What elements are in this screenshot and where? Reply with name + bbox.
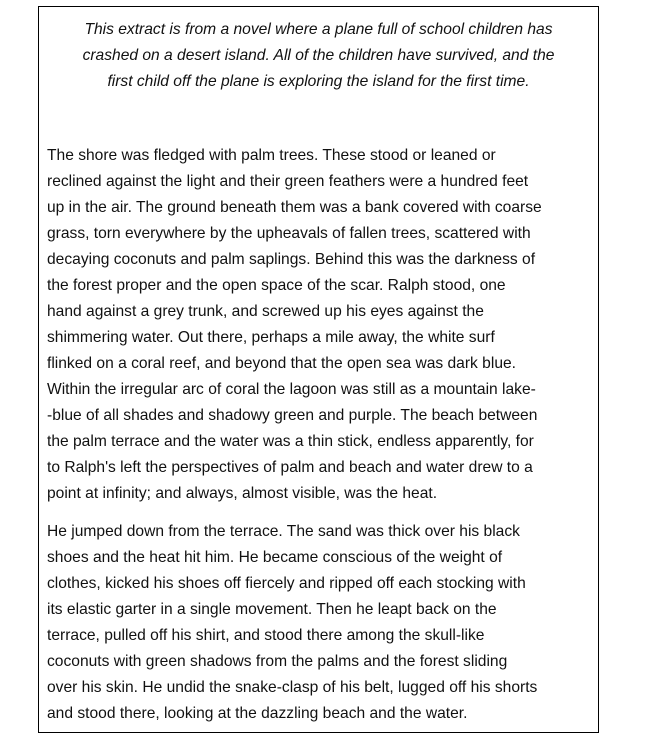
paragraph-line: shimmering water. Out there, perhaps a mile away, the white surf [47,329,495,346]
extract-paragraph-1 [47,143,542,507]
intro-line: crashed on a desert island. All of the children have survived, and the [82,47,555,64]
paragraph-line: point at infinity; and always, almost visible, was the heat. [47,485,438,502]
paragraph-line: decaying coconuts and palm saplings. Behind this was the darkness of [47,251,536,268]
paragraph-line: clothes, kicked his shoes off fiercely and ripped off each stocking with [47,575,526,592]
intro-line: first child off the plane is exploring the island for the first time. [107,73,530,90]
extract-paragraph-2 [47,519,537,727]
paragraph-line: reclined against the light and their green feathers were a hundred feet [47,173,529,190]
paragraph-line: flinked on a coral reef, and beyond that the open sea was dark blue. [47,355,516,372]
paragraph-line: terrace, pulled off his shirt, and stood there among the skull-like [47,627,485,644]
extract-frame [38,6,599,733]
paragraph-line: to Ralph's left the perspectives of palm and beach and water drew to a [47,459,533,476]
paragraph-line: up in the air. The ground beneath them was a bank covered with coarse [47,199,542,216]
paragraph-line: The shore was fledged with palm trees. These stood or leaned or [47,147,496,164]
paragraph-line: Within the irregular arc of coral the lagoon was still as a mountain lake- [47,381,536,398]
paragraph-line: -blue of all shades and shadowy green and purple. The beach between [47,407,538,424]
paragraph-line: and stood there, looking at the dazzling beach and the water. [47,705,468,722]
intro-line: This extract is from a novel where a plane full of school children has [84,21,553,38]
paragraph-line: shoes and the heat hit him. He became conscious of the weight of [47,549,503,566]
paragraph-line: the palm terrace and the water was a thin stick, endless apparently, for [47,433,534,450]
paragraph-line: its elastic garter in a single movement. Then he leapt back on the [47,601,497,618]
intro-text [55,17,582,95]
paragraph-line: the forest proper and the open space of the scar. Ralph stood, one [47,277,506,294]
paragraph-line: over his skin. He undid the snake-clasp of his belt, lugged off his shorts [47,679,538,696]
paragraph-line: grass, torn everywhere by the upheavals of fallen trees, scattered with [47,225,531,242]
paragraph-line: He jumped down from the terrace. The sand was thick over his black [47,523,520,540]
paragraph-line: coconuts with green shadows from the palms and the forest sliding [47,653,508,670]
paragraph-line: hand against a grey trunk, and screwed up his eyes against the [47,303,484,320]
